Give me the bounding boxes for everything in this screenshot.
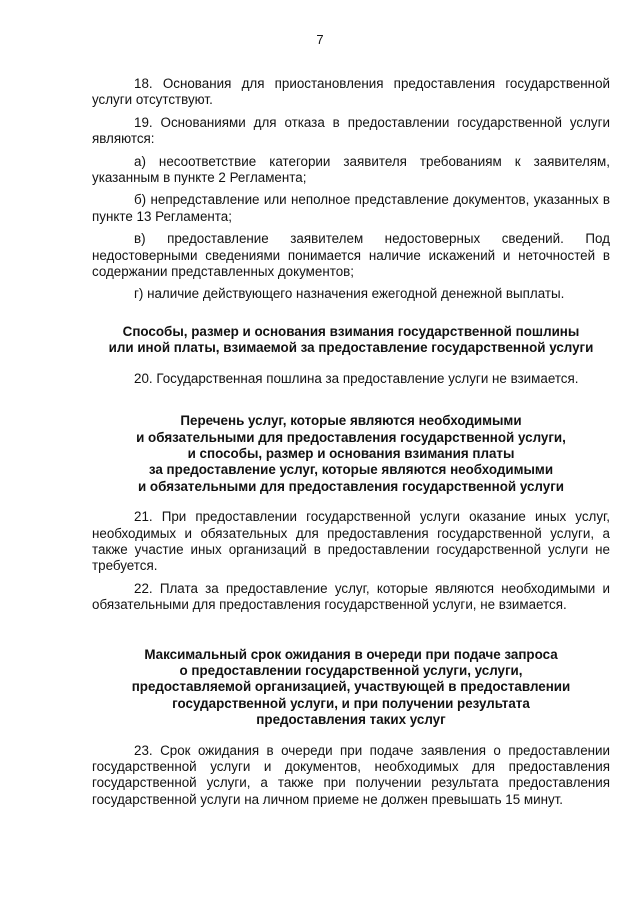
heading-line: Перечень услуг, которые являются необходимыми bbox=[180, 413, 522, 429]
heading-line: предоставляемой организацией, участвующей в предоставлении bbox=[131, 679, 571, 695]
heading-line: Способы, размер и основания взимания государственной пошлины bbox=[122, 323, 580, 339]
paragraph-20: 20. Государственная пошлина за предоставление услуги не взимается. bbox=[134, 370, 579, 386]
section-heading-queue-time bbox=[92, 647, 610, 729]
heading-line: Максимальный срок ожидания в очереди при подаче запроса bbox=[144, 646, 558, 662]
heading-line: предоставления таких услуг bbox=[256, 712, 446, 728]
section-heading-required-services bbox=[92, 413, 610, 495]
paragraph-23: 23. Срок ожидания в очереди при подаче заявления о предоставлении государственной услуги и документов, необходимых для предоставления государственной услуги, а также при получении результата предоставления государственной услуги на личном приеме не должен превышать 15 минут. bbox=[92, 742, 610, 807]
section-heading-fees bbox=[92, 324, 610, 357]
heading-line: государственной услуги, и при получении результата bbox=[172, 695, 530, 711]
list-item-b: б) непредставление или неполное представление документов, указанных в пункте 13 Регламента; bbox=[92, 192, 610, 224]
paragraph-19: 19. Основаниями для отказа в предоставлении государственной услуги являются: bbox=[92, 114, 610, 147]
heading-line: и обязательными для предоставления государственной услуги bbox=[137, 478, 565, 494]
heading-line: или иной платы, взимаемой за предоставление государственной услуги bbox=[108, 340, 594, 356]
paragraph-18: 18. Основания для приостановления предоставления государственной услуги отсутствуют. bbox=[92, 76, 610, 108]
document-body bbox=[92, 76, 610, 808]
paragraph-22: 22. Плата за предоставление услуг, которые являются необходимыми и обязательными для предоставления государственной услуги, не взимается. bbox=[92, 580, 610, 613]
paragraph-21: 21. При предоставлении государственной услуги оказание иных услуг, необходимых и обязательных для предоставления государственной услуги, а также участие иных организаций в предоставлении государственной услуги не требуется. bbox=[92, 509, 610, 574]
heading-line: за предоставление услуг, которые являются необходимыми bbox=[148, 462, 554, 478]
page-number: 7 bbox=[316, 32, 324, 47]
list-item-a: а) несоответствие категории заявителя требованиям к заявителям, указанным в пункте 2 Регламента; bbox=[92, 153, 610, 186]
heading-line: и способы, размер и основания взимания платы bbox=[187, 445, 515, 461]
list-item-g: г) наличие действующего назначения ежегодной денежной выплаты. bbox=[134, 286, 565, 302]
list-item-v: в) предоставление заявителем недостоверных сведений. Под недостоверными сведениями понимается наличие искажений и неточностей в содержании представленных документов; bbox=[92, 231, 610, 280]
heading-line: и обязательными для предоставления государственной услуги, bbox=[136, 429, 566, 445]
heading-line: о предоставлении государственной услуги, услуги, bbox=[179, 662, 523, 678]
